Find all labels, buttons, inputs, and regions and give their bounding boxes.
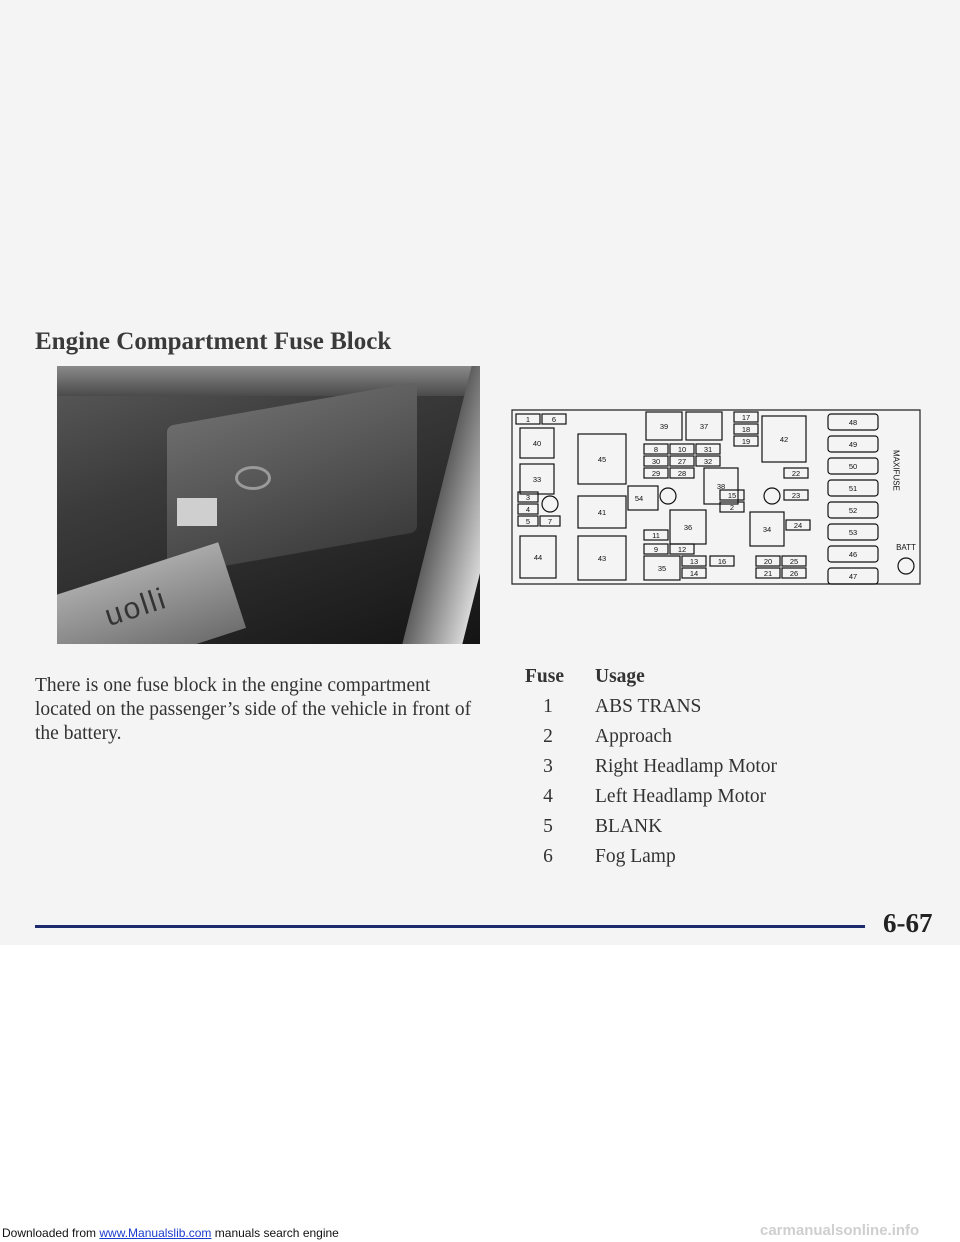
svg-text:45: 45 xyxy=(597,455,607,464)
battery xyxy=(57,542,246,644)
batt-label: BATT xyxy=(896,543,916,552)
battery-text: uolli xyxy=(100,581,172,633)
svg-text:9: 9 xyxy=(653,545,659,554)
svg-text:40: 40 xyxy=(532,439,542,448)
svg-text:16: 16 xyxy=(717,557,727,566)
fuse-usage: Approach xyxy=(595,726,672,747)
fuse-block-diagram xyxy=(508,406,928,596)
svg-text:43: 43 xyxy=(597,554,607,563)
svg-text:29: 29 xyxy=(651,469,661,478)
fuse-number: 1 xyxy=(543,696,553,717)
svg-text:50: 50 xyxy=(848,462,858,471)
svg-text:24: 24 xyxy=(793,521,803,530)
svg-text:17: 17 xyxy=(741,413,751,422)
fuse-usage: BLANK xyxy=(595,816,663,837)
batt-stud xyxy=(898,558,914,574)
svg-text:31: 31 xyxy=(703,445,713,454)
stud-right xyxy=(764,488,780,504)
cover-latch xyxy=(235,466,271,490)
svg-text:39: 39 xyxy=(659,422,669,431)
intro-paragraph: There is one fuse block in the engine compartment located on the passenger’s side of the vehicle in front of the battery. xyxy=(35,675,472,744)
svg-text:11: 11 xyxy=(652,531,660,540)
fuse-number: 4 xyxy=(543,786,553,807)
svg-text:5: 5 xyxy=(525,517,531,526)
svg-text:18: 18 xyxy=(741,425,751,434)
svg-text:3: 3 xyxy=(525,493,531,502)
svg-text:13: 13 xyxy=(689,557,699,566)
svg-text:4: 4 xyxy=(525,505,531,514)
fuse-column-header: Fuse xyxy=(525,666,564,687)
fuse-usage: Fog Lamp xyxy=(595,846,676,867)
svg-text:15: 15 xyxy=(727,491,737,500)
svg-text:12: 12 xyxy=(677,545,687,554)
svg-text:10: 10 xyxy=(677,445,687,454)
page-title: Engine Compartment Fuse Block xyxy=(35,328,392,355)
svg-text:8: 8 xyxy=(653,445,659,454)
svg-text:25: 25 xyxy=(789,557,799,566)
stud-left xyxy=(542,496,558,512)
svg-text:30: 30 xyxy=(651,457,661,466)
fuse-usage: Left Headlamp Motor xyxy=(595,786,767,807)
watermark: carmanualsonline.info xyxy=(760,1222,920,1239)
svg-text:20: 20 xyxy=(763,557,773,566)
svg-text:46: 46 xyxy=(848,550,858,559)
manualslib-link[interactable]: www.Manualslib.com xyxy=(99,1226,212,1240)
stud-center xyxy=(660,488,676,504)
svg-text:26: 26 xyxy=(789,569,799,578)
svg-text:22: 22 xyxy=(791,469,801,478)
svg-text:51: 51 xyxy=(848,484,858,493)
page-number: 6-67 xyxy=(883,908,933,938)
svg-text:42: 42 xyxy=(779,435,789,444)
svg-text:52: 52 xyxy=(848,506,858,515)
svg-text:14: 14 xyxy=(689,569,699,578)
svg-text:33: 33 xyxy=(532,475,542,484)
svg-text:34: 34 xyxy=(762,525,772,534)
download-footer xyxy=(2,1226,339,1240)
fuse-usage: Right Headlamp Motor xyxy=(595,756,777,777)
svg-text:23: 23 xyxy=(791,491,801,500)
svg-text:32: 32 xyxy=(703,457,713,466)
svg-text:54: 54 xyxy=(634,494,644,503)
svg-text:2: 2 xyxy=(729,503,735,512)
fuse-number: 3 xyxy=(543,756,553,777)
svg-text:37: 37 xyxy=(699,422,709,431)
svg-text:44: 44 xyxy=(533,553,543,562)
page-rule xyxy=(35,925,865,928)
svg-text:41: 41 xyxy=(597,508,607,517)
svg-text:36: 36 xyxy=(683,523,693,532)
svg-text:21: 21 xyxy=(763,569,773,578)
svg-text:27: 27 xyxy=(677,457,687,466)
svg-text:1: 1 xyxy=(525,415,531,424)
maxifuse-label: MAXIFUSE xyxy=(891,450,901,491)
engine-compartment-photo xyxy=(57,366,480,644)
svg-text:38: 38 xyxy=(716,482,726,491)
svg-text:35: 35 xyxy=(657,564,667,573)
usage-column-header: Usage xyxy=(595,666,645,687)
cover-label xyxy=(177,498,217,526)
svg-text:48: 48 xyxy=(848,418,858,427)
footer-suffix: manuals search engine xyxy=(211,1226,339,1240)
svg-text:7: 7 xyxy=(547,517,553,526)
svg-text:49: 49 xyxy=(848,440,858,449)
svg-text:19: 19 xyxy=(741,437,751,446)
fuse-number: 5 xyxy=(543,816,553,837)
footer-prefix: Downloaded from xyxy=(2,1226,100,1240)
svg-text:47: 47 xyxy=(848,572,858,581)
fuse-usage: ABS TRANS xyxy=(595,696,702,717)
svg-text:28: 28 xyxy=(677,469,687,478)
fuse-number: 6 xyxy=(543,846,553,867)
svg-text:6: 6 xyxy=(551,415,557,424)
fuse-number: 2 xyxy=(543,726,553,747)
svg-text:53: 53 xyxy=(848,528,858,537)
